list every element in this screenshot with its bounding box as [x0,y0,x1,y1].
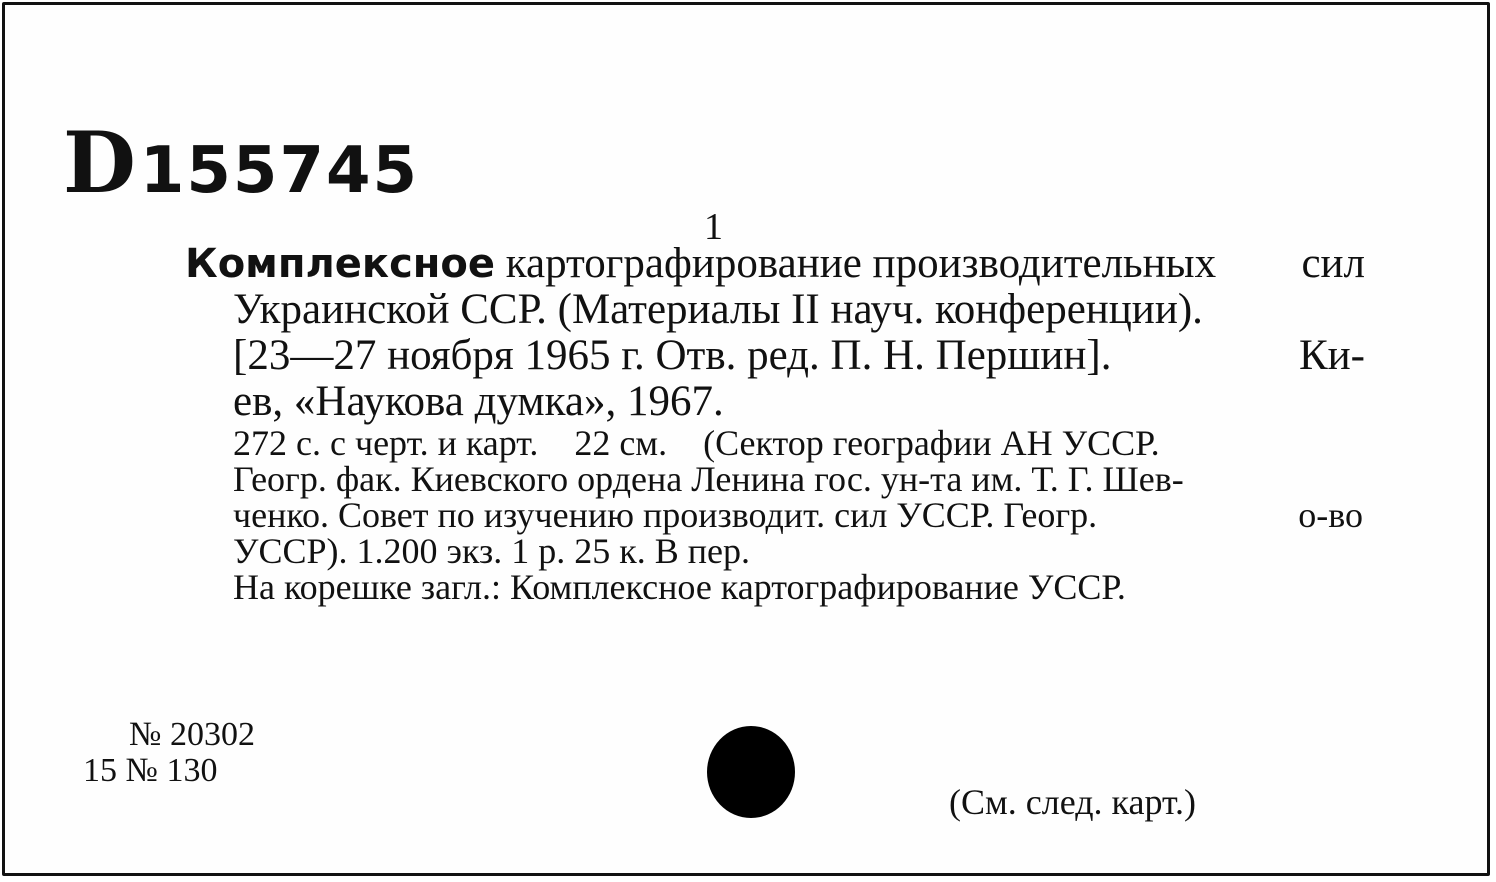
entry-number: 1 [704,206,723,248]
bibliographic-entry [185,241,1365,425]
entry-line-1 [185,241,1365,287]
physical-description [233,425,1363,605]
entry-line-3-right: Ки- [1298,332,1365,379]
accession-numbers [83,717,255,789]
call-letter: D [63,113,138,212]
entry-title-part: картографирование производительных [505,240,1217,287]
spine-title-note: На корешке загл.: Комплексное картографирование УССР. [233,567,1126,607]
entry-line-2: Украинской ССР. (Материалы II науч. конференции). [233,286,1203,333]
entry-line-3 [185,333,1365,379]
entry-line-1-end: сил [1301,240,1365,287]
call-digits: 155745 [139,134,420,208]
phys-line-3 [233,497,1363,533]
phys-line-4: УССР). 1.200 экз. 1 р. 25 к. В пер. [233,531,750,571]
entry-line-3-left: [23—27 ноября 1965 г. Отв. ред. П. Н. Першин]. [233,332,1112,379]
see-next-card: (См. след. карт.) [949,782,1197,822]
catalog-card [2,2,1490,876]
call-number [63,113,419,212]
phys-line-2: Геогр. фак. Киевского ордена Ленина гос. ун-та им. Т. Г. Шев- [233,459,1184,499]
entry-line-4: ев, «Наукова думка», 1967. [233,378,724,425]
card-punch-hole [707,726,795,818]
phys-line-1: 272 с. с черт. и карт. 22 см. (Сектор географии АН УССР. [233,423,1160,463]
accession-number-2: 15 № 130 [83,752,218,789]
phys-line-3-right: о-во [1298,495,1363,535]
entry-heading: Комплексное [185,241,496,287]
accession-number: № 20302 [129,716,255,753]
phys-line-3-left: ченко. Совет по изучению производит. сил УССР. Геогр. [233,495,1098,535]
